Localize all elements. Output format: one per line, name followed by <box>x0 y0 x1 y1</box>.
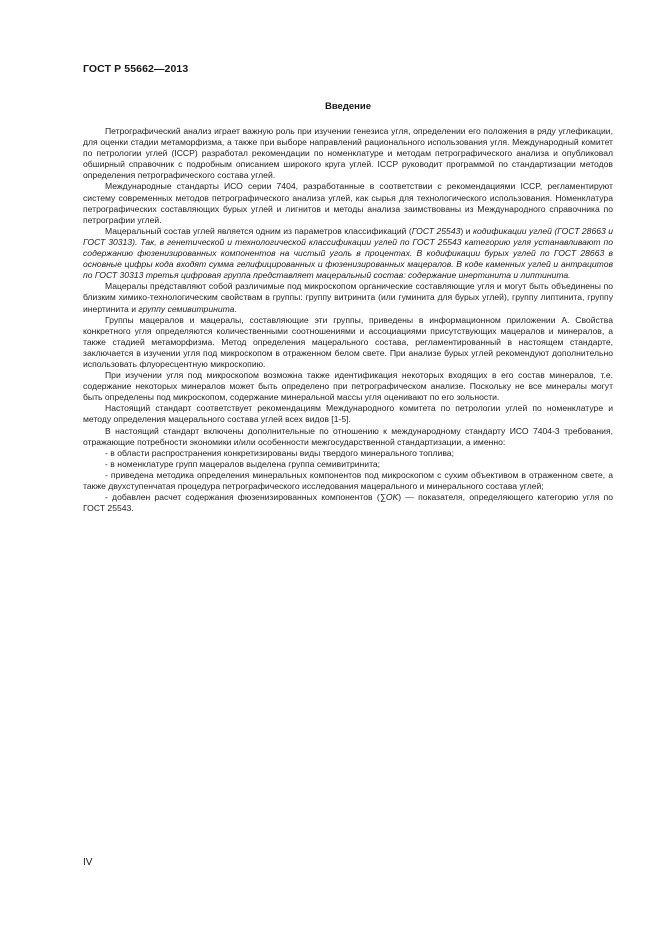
text-run: - добавлен расчет содержания фюзенизированных компонентов ( <box>105 492 380 503</box>
text-run: ) — показателя, определяющего категорию угля по ГОСТ 25543. <box>83 492 613 514</box>
list-item: - в области распространения конкретизированы виды твердого минерального топлива; <box>105 447 454 458</box>
page-number: IV <box>83 857 93 868</box>
text-run: ) и <box>460 225 473 236</box>
paragraph: При изучении угля под микроскопом возможна также идентификация некоторых входящих в его состав минералов, т.е. содержание некоторых минералов может быть определено при петрографическом анализе. Поскольку не все минералы могут быть определены под микроскопом, содержание минеральной массы угля оценивают по его зольности. <box>83 370 613 403</box>
list-item: - приведена методика определения минеральных компонентов под микроскопом с сухим объективом в отраженном свете, а также двухступенчатая процедура петрографического исследования мацерального и минерального состава углей; <box>83 469 613 491</box>
italic-text-run: кодификации углей (ГОСТ 28663 и ГОСТ 30313). Так, в генетической и технологической классификации углей по ГОСТ 25543 категорию угля устанавливают по содержанию фюзенизированных компонентов на чистый уголь в процентах. В кодификации бурых углей по ГОСТ 28663 в основные цифры кода входят сумма гелифицированных и фюзенизированных мацералов. В коде каменных углей и антрацитов по ГОСТ 30313 третья цифровая группа представляет мацеральный состав: содержание инертинита и липтинита. <box>83 225 614 281</box>
italic-text-run: ∑OK <box>379 492 399 503</box>
paragraph: Группы мацералов и мацералы, составляющие эти группы, приведены в информационном приложении А. Свойства конкретного угля определяются количественными соотношениями и ассоциациями присутствующих мацералов и минералов, а также стадией метаморфизма. Метод определения мацерального состава, регламентированный в настоящем стандарте, заключается в изучении угля под микроскопом в отраженном белом свете. При анализе бурых углей рекомендуют дополнительно использовать флуоресцентную микроскопию. <box>83 314 613 369</box>
standard-designation: ГОСТ Р 55662—2013 <box>83 63 189 75</box>
text-run: Мацеральный состав углей является одним из параметров классификаций ( <box>105 225 412 236</box>
list-item: - в номенклатуре групп мацералов выделена группа семивитринита; <box>105 458 381 469</box>
italic-text-run: ГОСТ 25543 <box>411 225 461 236</box>
section-title: Введение <box>324 101 372 112</box>
paragraph <box>83 281 613 314</box>
paragraph: Петрографический анализ играет важную роль при изучении генезиса угля, определении его положения в ряду углефикации, для оценки стадии метаморфизма, а также при выборе направлений рационального использования угля. Международный комитет по петрологии углей (ICCP) разработал рекомендации по номенклатуре и методам петрографического анализа и опубликовал обширный справочник с подробным описанием широкого круга углей. ICCP руководит программой по стандартизации методов определения петрографического состава углей. <box>83 126 613 181</box>
paragraph: В настоящий стандарт включены дополнительные по отношению к международному стандарту ИСО 7404-3 требования, отражающие потребности экономики и/или особенности межгосударственной стандартизации, а именно: <box>83 425 613 447</box>
paragraph: Международные стандарты ИСО серии 7404, разработанные в соответствии с рекомендациями ICCP, регламентируют систему современных методов петрографического анализа углей, как сырья для технологического использования. Номенклатура петрографических составляющих бурых углей и лигнитов и методы анализа заимствованы из Международного справочника по петрографии углей. <box>83 181 613 225</box>
paragraph <box>83 226 613 281</box>
italic-text-run: группу семивитринита <box>138 303 235 314</box>
text-run: . <box>234 303 237 314</box>
list-item <box>83 492 613 514</box>
body-text <box>83 126 613 514</box>
text-run: Мацералы представляют собой различимые под микроскопом органические составляющие угля и могут быть объединены по близким химико-технологическим свойствам в группы: группу витринита (или гуминита для бурых углей), группу липтинита, группу инертинита и <box>83 281 613 314</box>
paragraph: Настоящий стандарт соответствует рекомендациям Международного комитета по петрологии углей по номенклатуре и методу определения мацерального состава углей всех видов [1-5]. <box>83 403 613 425</box>
